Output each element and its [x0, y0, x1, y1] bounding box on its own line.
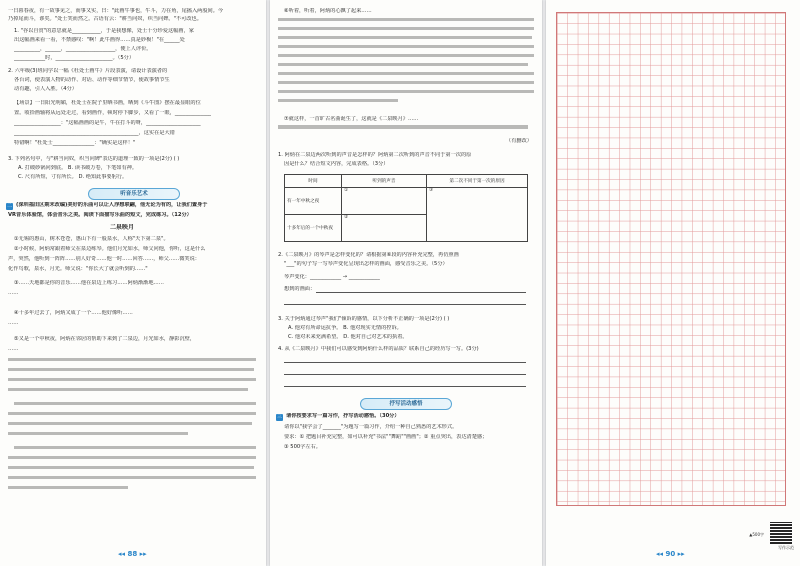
article-line: 声，突然，他听到一阵阵……别人好奇……他一时……回答……，师父……微笑说： — [8, 256, 200, 262]
scene-line: 置。收拾画轴将从远处走过，看到画作，顿时停下脚步，又看了一眼，______________ — [14, 110, 212, 116]
right-page — [546, 0, 800, 566]
compose-line: ③ 500字左右。 — [284, 444, 321, 450]
composition-grid[interactable] — [556, 12, 786, 506]
article-line: ②小时候，阿炳常跟着师父在泉边练琴。他们月光如水，师父问他，你听，这是什么 — [14, 246, 206, 252]
qr-code-icon — [770, 522, 792, 544]
table-cell-answer[interactable]: ③ — [427, 188, 528, 242]
q1-line: 1. 阿炳在二泉边两次听到的声音是怎样的？阿炳第二次听到的声音不同于第一次的原 — [278, 152, 472, 158]
article-line: …… — [8, 346, 19, 352]
answer-line[interactable] — [316, 292, 526, 293]
scene-line: __________________："这幅画画的是牛，牛在打斗的呀，_____________________ — [14, 120, 201, 126]
table-cell-answer[interactable]: ① — [342, 188, 427, 215]
article-title: 二泉映月 — [110, 224, 135, 231]
page-number-left: ◂◂ 88 ▸▸ — [118, 550, 147, 558]
q1-line: __________，______，___________________，便上人评价。 — [14, 46, 152, 52]
q3-option: C. 他对未来充满希望。 D. 他对自己对艺术的执着。 — [288, 334, 408, 340]
answer-line[interactable] — [284, 374, 526, 375]
article-line: …… — [8, 290, 19, 296]
paragraph-line: ⑥听着，听着，阿炳的心飘了起来…… — [284, 8, 372, 14]
table-header: 时间 — [285, 175, 342, 188]
word-count-marker: ▲500字 — [749, 532, 764, 537]
qr-code-label: 写作示范 — [778, 545, 794, 550]
q2-line: 2.《二泉映月》的琴声是怎样变化的？请根据第⑥段的内容补充完整，再仿照画 — [278, 252, 459, 258]
article-line: ③……天地都是你的音乐……他在泉边上练习……阿炳渐渐地…… — [14, 280, 164, 286]
intro-line: 一日暮春夜，有一故事见之，而事又实，曰："此画牛事也，牛斗，力在角，尾搐入两股间。今 — [8, 8, 224, 14]
paragraph-body-text — [278, 16, 536, 116]
article-line: ⑤又是一个中秋夜，阿炳在邻居的帮助下来到了二泉边，月光如水，静影沉壁， — [14, 336, 196, 342]
table-header-row — [285, 175, 528, 188]
q2-fill[interactable]: 琴声变化：____________ → ____________ — [284, 274, 380, 280]
page-number-right: ◂◂ 90 ▸▸ — [656, 550, 685, 558]
middle-page — [270, 0, 542, 566]
answer-table — [284, 174, 528, 242]
article-line: ①无锡的惠山，树木苍苍，惠山下有一股泉水，人称"天下第二泉"。 — [14, 236, 169, 242]
q3-option: A. 打破砂锅问到底。 B. 读书破万卷，下笔如有神。 — [18, 165, 138, 171]
q2-line: 各台词，使表演人物的动作、对话、动作等细节情节，使故事情节生 — [14, 77, 170, 83]
answer-line[interactable] — [284, 304, 526, 305]
article-line: 化作鸟歌，泉水，月光。师父说："你长大了就会听到的……" — [8, 266, 148, 272]
table-header: 第二次不同于第一次的原因 — [427, 175, 528, 188]
q1-line: 因是什么？结合短文内容，完成表格。（3分） — [284, 161, 389, 167]
q3-option: A. 他对有所命运抗争。 B. 他对现实无情的控诉。 — [288, 325, 402, 331]
table-row — [285, 188, 528, 215]
q4-line: 4. 从《二泉映月》中我们可以感受到阿炳什么样的品质？联系自己的经历写一写。(3分) — [278, 346, 479, 352]
scene-line: 特错啊！"杜处士________________："确实是这样！" — [14, 140, 136, 146]
scene-line: 【场景】一日阳光明媚，杜处士在院子里晒书画，晒到《斗牛图》摆在最显眼的位 — [14, 100, 201, 106]
q1-line: 1. "谷以自赏"的意思就是___________，于是我想像，处士十分珍爱这幅画，家 — [14, 28, 194, 34]
q3-line: 3. 关于阿炳通过琴声"我们"倾诉的感情，以下分析不正确的一项是(2分) ( ) — [278, 316, 450, 322]
left-page — [0, 0, 266, 566]
q2-line: 动有趣，引人入胜。（4分） — [14, 86, 77, 92]
table-header: 听到的声音 — [342, 175, 427, 188]
q2-line: 2. 六年级(3)班同学以一幅《杜处士画牛》片段表演，请设计表演者的 — [8, 68, 168, 74]
reading-intro: (深圳福田区期末改编)美好的乐曲可以让人浮想联翩，他无论为有的，让我们置身于 — [16, 202, 208, 208]
section-number-badge: 三 — [276, 414, 282, 420]
page-number-value: 90 — [665, 550, 676, 558]
table-cell: 有一年中秋之夜 — [285, 188, 342, 215]
answer-line[interactable] — [284, 362, 526, 363]
scene-line: ________________________________________________，这实在是大错 — [14, 130, 175, 136]
compose-line: 请你以"我学会了_______"为题写一篇习作，介绍一种自己熟悉的艺术形式。 — [284, 424, 458, 430]
reading-intro: VR音乐体验馆，体会音乐之美。阅读下面描写乐曲的短文，完成练习。（12分） — [8, 212, 192, 218]
compose-line: 要求：① 把题目补充完整，如可以补充"书法""舞蹈""画画"；② 重点突出，表达清楚感； — [284, 434, 488, 440]
q3-line: 3. 下列名句中，与"耕当问奴，织当问婢"表达的道理一致的一项是(2分) ( ) — [8, 156, 180, 162]
table-cell-answer[interactable]: ② — [342, 215, 427, 242]
article-line: ④十多年过去了，阿炳又成了一个……他好像听…… — [14, 310, 133, 316]
article-line: …… — [8, 320, 19, 326]
q3-option: C. 尺有所短，寸有所长。 D. 绝知此事要躬行。 — [18, 174, 128, 180]
page-number-value: 88 — [127, 550, 138, 558]
source-note: （有删改） — [506, 138, 532, 144]
section-title-music: 听音乐艺术 — [88, 188, 180, 200]
q1-line: ____________时，______________________。（5分） — [14, 55, 135, 61]
paragraph-7: ⑦就这样，一首旷古名曲诞生了，这就是《二泉映月》…… — [284, 116, 419, 122]
section-title-writing: 抒写活动感悟 — [360, 398, 452, 410]
compose-line: 请你按要求写一篇习作，抒写活动感悟。（30分） — [286, 413, 400, 419]
q2-fill[interactable]: 想到的画面： — [284, 286, 316, 292]
article-body-text — [8, 356, 258, 516]
table-cell: 十多年后的一个中秋夜 — [285, 215, 342, 242]
q1-line: 出这幅画来看一看，不禁感叹："啊！此牛画得……真是妙极！"在______处 — [14, 37, 185, 43]
section-number-badge: 二 — [6, 203, 12, 209]
paragraph-7-continued — [278, 125, 528, 129]
q2-line: "___"的句子写一写琴声变化呈现出怎样的画面，感受音乐之美。（5分） — [284, 261, 448, 267]
intro-line: 乃掉尾而斗，谬矣。"处士笑而然之。古语有云："耕当问奴，织当问婢。"不可改也。 — [8, 16, 202, 22]
answer-line[interactable] — [284, 386, 526, 387]
